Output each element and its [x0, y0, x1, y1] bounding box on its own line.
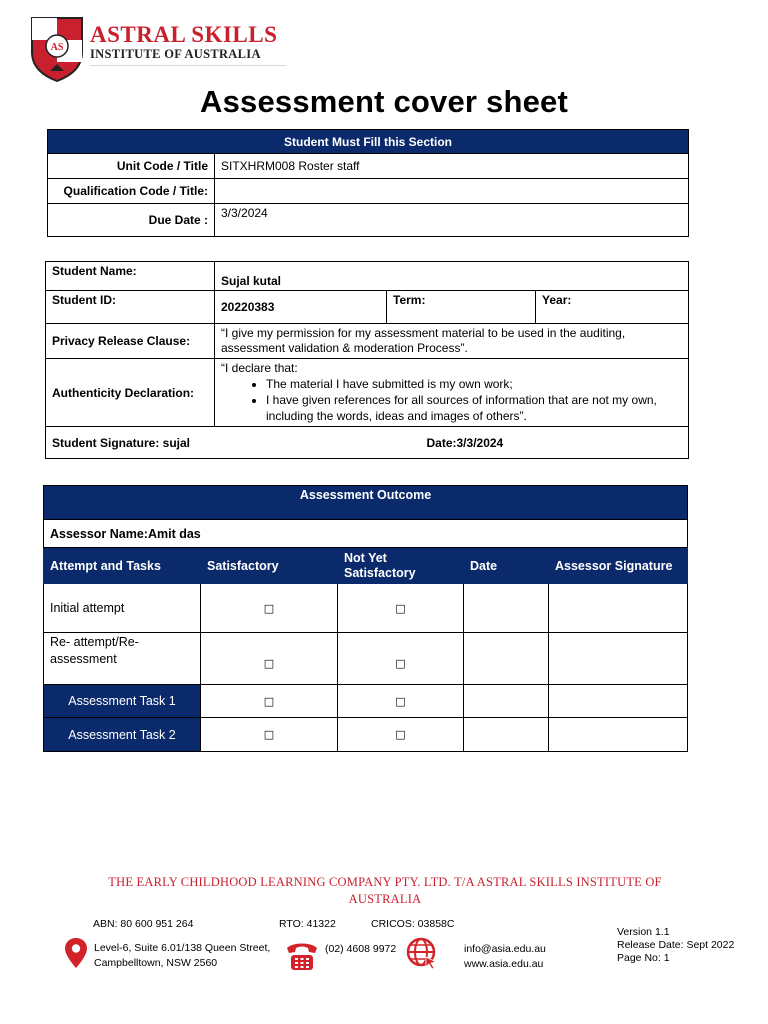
date-cell[interactable]	[464, 718, 549, 752]
satisfactory-checkbox[interactable]: □	[201, 633, 338, 685]
row-label: Assessment Task 1	[44, 685, 201, 718]
version-text: Version 1.1	[617, 926, 670, 938]
assessor-signature-cell[interactable]	[549, 633, 688, 685]
table-row	[44, 718, 688, 752]
date-cell[interactable]	[464, 584, 549, 633]
abn-text: ABN: 80 600 951 264	[93, 918, 194, 930]
satisfactory-checkbox[interactable]: □	[201, 718, 338, 752]
cricos-text: CRICOS: 03858C	[371, 918, 455, 930]
email-link[interactable]: info@asia.edu.au	[464, 943, 546, 955]
shield-crest-icon	[30, 16, 84, 82]
satisfactory-checkbox[interactable]: □	[201, 685, 338, 718]
table-row	[44, 584, 688, 633]
col-not-yet-satisfactory: Not Yet Satisfactory	[338, 548, 464, 584]
student-name-value[interactable]: Sujal kutal	[215, 262, 689, 291]
student-section-heading: Student Must Fill this Section	[48, 130, 689, 154]
not-yet-satisfactory-checkbox[interactable]: □	[338, 633, 464, 685]
row-label: Initial attempt	[44, 584, 201, 633]
brand-underline	[90, 65, 286, 66]
phone-icon	[285, 940, 319, 972]
institute-logo	[30, 14, 290, 86]
row-label: Assessment Task 2	[44, 718, 201, 752]
brand-subtitle: INSTITUTE OF AUSTRALIA	[90, 47, 261, 61]
rto-text: RTO: 41322	[279, 918, 336, 930]
qualification-label: Qualification Code / Title:	[48, 179, 215, 204]
unit-code-label: Unit Code / Title	[48, 154, 215, 179]
unit-code-value[interactable]: SITXHRM008 Roster staff	[215, 154, 689, 179]
student-signature[interactable]: Student Signature: sujal	[46, 427, 387, 459]
assessor-signature-cell[interactable]	[549, 718, 688, 752]
privacy-label: Privacy Release Clause:	[46, 324, 215, 359]
unit-details-table	[47, 129, 689, 237]
outcome-heading: Assessment Outcome	[44, 486, 688, 520]
date-cell[interactable]	[464, 685, 549, 718]
not-yet-satisfactory-checkbox[interactable]: □	[338, 718, 464, 752]
satisfactory-checkbox[interactable]: □	[201, 584, 338, 633]
assessor-name[interactable]: Assessor Name:Amit das	[44, 520, 688, 548]
col-date: Date	[464, 548, 549, 584]
not-yet-satisfactory-checkbox[interactable]: □	[338, 584, 464, 633]
assessment-outcome-table	[43, 485, 688, 752]
student-id-label: Student ID:	[46, 291, 215, 324]
address-line-2: Campbelltown, NSW 2560	[94, 957, 218, 969]
assessor-signature-cell[interactable]	[549, 685, 688, 718]
authenticity-point: • I have given references for all sources of information that are not my own, including the words, ideas and images of others”.	[266, 392, 682, 424]
brand-name: ASTRAL SKILLS	[90, 22, 278, 47]
authenticity-intro: “I declare that:	[221, 361, 298, 375]
svg-text:AS: AS	[50, 42, 64, 53]
authenticity-label: Authenticity Declaration:	[46, 359, 215, 427]
website-link[interactable]: www.asia.edu.au	[464, 958, 544, 970]
col-assessor-signature: Assessor Signature	[549, 548, 688, 584]
table-row	[44, 685, 688, 718]
footer-company-name: THE EARLY CHILDHOOD LEARNING COMPANY PTY. LTD. T/A ASTRAL SKILLS INSTITUTE OF AUSTRALIA	[108, 875, 662, 906]
assessor-signature-cell[interactable]	[549, 584, 688, 633]
release-date-text: Release Date: Sept 2022	[617, 939, 735, 951]
location-pin-icon	[64, 937, 88, 969]
student-id-value[interactable]: 20220383	[215, 291, 387, 324]
phone-number: (02) 4608 9972	[325, 943, 397, 955]
term-label[interactable]: Term:	[387, 291, 536, 324]
page-title: Assessment cover sheet	[200, 84, 568, 119]
globe-icon	[406, 937, 438, 969]
due-date-label: Due Date :	[48, 204, 215, 237]
privacy-text: “I give my permission for my assessment material to be used in the auditing, assessment validation & moderation Process”.	[215, 324, 689, 359]
qualification-value[interactable]	[215, 179, 689, 204]
address-line-1: Level-6, Suite 6.01/138 Queen Street,	[94, 942, 271, 954]
page-number-text: Page No: 1	[617, 952, 670, 964]
student-name-label: Student Name:	[46, 262, 215, 291]
not-yet-satisfactory-checkbox[interactable]: □	[338, 685, 464, 718]
student-details-table	[45, 261, 689, 459]
due-date-value[interactable]: 3/3/2024	[215, 204, 689, 237]
date-cell[interactable]	[464, 633, 549, 685]
row-label: Re- attempt/Re-assessment	[44, 633, 201, 685]
year-label[interactable]: Year:	[536, 291, 689, 324]
signature-date[interactable]: Date:3/3/2024	[387, 427, 689, 459]
col-satisfactory: Satisfactory	[201, 548, 338, 584]
authenticity-list	[221, 376, 682, 424]
authenticity-point: • The material I have submitted is my own work;	[266, 376, 682, 392]
col-attempt-tasks: Attempt and Tasks	[44, 548, 201, 584]
authenticity-declaration	[215, 359, 689, 427]
table-row	[44, 633, 688, 685]
